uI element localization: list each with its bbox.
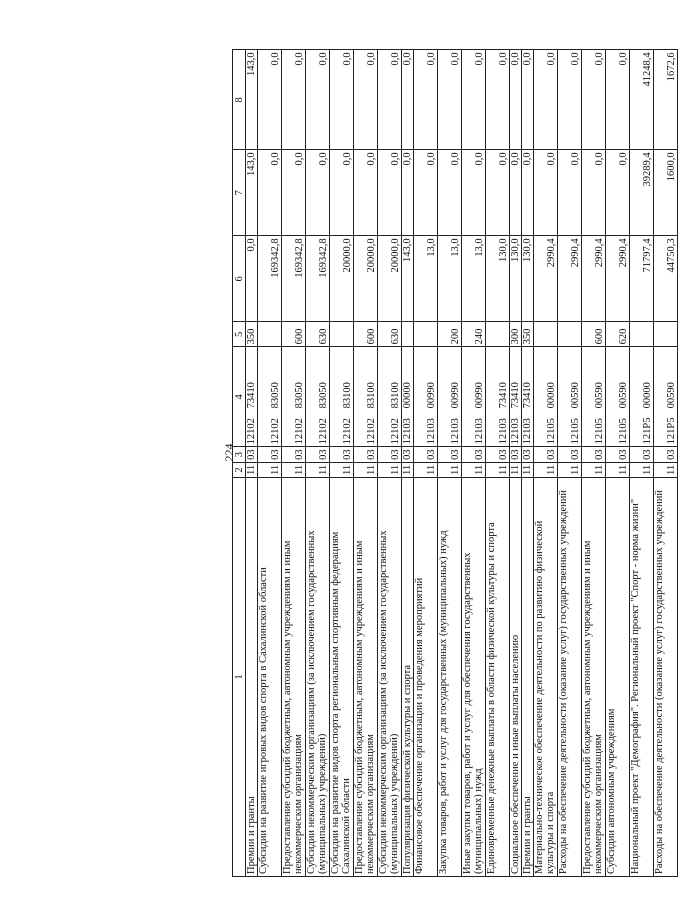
direction-code: 00000 [546, 382, 557, 409]
amount-col6: 169342,8 [306, 236, 330, 322]
table-row [630, 50, 654, 877]
expense-type-code: 630 [306, 322, 330, 347]
amount-col6: 13,0 [438, 236, 462, 322]
amount-col8: 0,0 [606, 50, 630, 150]
program-code: 12103 [450, 418, 461, 445]
subsection-code: 03 [510, 447, 522, 463]
section-code: 11 [486, 462, 510, 477]
direction-code: 83050 [294, 382, 305, 409]
subsection-code: 03 [630, 447, 654, 463]
column-number: 8 [233, 50, 246, 150]
direction-code: 00590 [570, 382, 581, 409]
amount-col7: 0,0 [414, 150, 438, 236]
row-name: Субсидии некоммерческим организациям (за исключением государственных (муниципальных) учреждений) [306, 478, 330, 877]
target-article-code [510, 347, 522, 447]
subsection-code: 03 [522, 447, 534, 463]
amount-col6: 2990,4 [534, 236, 558, 322]
subsection-code: 03 [330, 447, 354, 463]
amount-col7: 39289,4 [630, 150, 654, 236]
target-article-code [630, 347, 654, 447]
target-article-code [462, 347, 486, 447]
column-number: 3 [233, 447, 246, 463]
target-article-code [414, 347, 438, 447]
table-row [438, 50, 462, 877]
subsection-code: 03 [354, 447, 378, 463]
row-name: Предоставление субсидий бюджетным, автономным учреждениям и иным некоммерческим организациям [354, 478, 378, 877]
section-code: 11 [462, 462, 486, 477]
target-article-code [258, 347, 282, 447]
amount-col7: 0,0 [522, 150, 534, 236]
row-name: Предоставление субсидий бюджетным, автономным учреждениям и иным некоммерческим организациям [282, 478, 306, 877]
program-code: 121P5 [642, 417, 653, 445]
column-number: 2 [233, 462, 246, 477]
amount-col7: 0,0 [402, 150, 414, 236]
table-row [354, 50, 378, 877]
target-article-code [246, 347, 258, 447]
amount-col8: 0,0 [522, 50, 534, 150]
row-name: Премии и гранты [246, 478, 258, 877]
section-code: 11 [534, 462, 558, 477]
amount-col6: 169342,8 [258, 236, 282, 322]
expense-type-code: 240 [462, 322, 486, 347]
direction-code: 00590 [666, 382, 677, 409]
expense-type-code [558, 322, 582, 347]
table-row [306, 50, 330, 877]
section-code: 11 [282, 462, 306, 477]
expense-type-code [402, 322, 414, 347]
column-number-row [233, 50, 246, 877]
amount-col8: 1672,6 [654, 50, 678, 150]
section-code: 11 [306, 462, 330, 477]
program-code: 12103 [402, 418, 413, 445]
amount-col7: 1600,0 [654, 150, 678, 236]
amount-col6: 130,0 [522, 236, 534, 322]
amount-col7: 0,0 [606, 150, 630, 236]
target-article-code [330, 347, 354, 447]
target-article-code [438, 347, 462, 447]
amount-col6: 169342,8 [282, 236, 306, 322]
subsection-code: 03 [558, 447, 582, 463]
section-code: 11 [438, 462, 462, 477]
target-article-code [486, 347, 510, 447]
amount-col8: 0,0 [486, 50, 510, 150]
section-code: 11 [654, 462, 678, 477]
direction-code: 83050 [318, 382, 329, 409]
amount-col8: 0,0 [462, 50, 486, 150]
direction-code: 73410 [510, 382, 521, 409]
expense-type-code [330, 322, 354, 347]
section-code: 11 [330, 462, 354, 477]
section-code: 11 [582, 462, 606, 477]
direction-code: 83100 [366, 382, 377, 409]
row-name: Субсидии автономным учреждениям [606, 478, 630, 877]
row-name: Субсидии на развитие видов спорта региональным спортивным федерациям Сахалинской области [330, 478, 354, 877]
row-name: Иные закупки товаров, работ и услуг для обеспечения государственных (муниципальных) нужд [462, 478, 486, 877]
table-row [378, 50, 402, 877]
amount-col8: 0,0 [534, 50, 558, 150]
column-number: 6 [233, 236, 246, 322]
expense-type-code [414, 322, 438, 347]
subsection-code: 03 [462, 447, 486, 463]
target-article-code [306, 347, 330, 447]
amount-col6: 44750,3 [654, 236, 678, 322]
section-code: 11 [606, 462, 630, 477]
row-name: Национальный проект "Демография". Региональный проект "Спорт - норма жизни" [630, 478, 654, 877]
table-row [534, 50, 558, 877]
section-code: 11 [258, 462, 282, 477]
program-code: 12102 [246, 418, 257, 445]
expense-type-code: 350 [246, 322, 258, 347]
amount-col7: 0,0 [330, 150, 354, 236]
subsection-code: 03 [606, 447, 630, 463]
target-article-code [654, 347, 678, 447]
target-article-code [402, 347, 414, 447]
column-number: 5 [233, 322, 246, 347]
expense-type-code: 630 [378, 322, 402, 347]
subsection-code: 03 [654, 447, 678, 463]
direction-code: 83050 [270, 382, 281, 409]
target-article-code [534, 347, 558, 447]
row-name: Расходы на обеспечение деятельности (оказание услуг) государственных учреждений [654, 478, 678, 877]
amount-col8: 0,0 [510, 50, 522, 150]
program-code: 12102 [318, 418, 329, 445]
target-article-code [606, 347, 630, 447]
row-name: Премии и гранты [522, 478, 534, 877]
subsection-code: 03 [306, 447, 330, 463]
table-row [522, 50, 534, 877]
expense-type-code: 350 [522, 322, 534, 347]
amount-col8: 0,0 [330, 50, 354, 150]
table-row [402, 50, 414, 877]
table-row [414, 50, 438, 877]
program-code: 12105 [594, 418, 605, 445]
amount-col6: 20000,0 [330, 236, 354, 322]
amount-col6: 2990,4 [558, 236, 582, 322]
amount-col7: 0,0 [486, 150, 510, 236]
subsection-code: 03 [246, 447, 258, 463]
direction-code: 00990 [450, 382, 461, 409]
row-name: Материально-техническое обеспечение деятельности по развитию физической культуры и спорта [534, 478, 558, 877]
page-number: 224 [222, 443, 236, 462]
table-body [246, 50, 678, 877]
direction-code: 00000 [402, 382, 413, 409]
row-name: Единовременные денежные выплаты в области физической культуры и спорта [486, 478, 510, 877]
section-code: 11 [414, 462, 438, 477]
amount-col8: 41248,4 [630, 50, 654, 150]
direction-code: 00990 [426, 382, 437, 409]
expense-type-code: 600 [282, 322, 306, 347]
table-row [330, 50, 354, 877]
amount-col8: 0,0 [582, 50, 606, 150]
amount-col7: 0,0 [558, 150, 582, 236]
amount-col7: 0,0 [306, 150, 330, 236]
row-name: Субсидии на развитие игровых видов спорта в Сахалинской области [258, 478, 282, 877]
direction-code: 83100 [342, 382, 353, 409]
amount-col8: 0,0 [558, 50, 582, 150]
amount-col6: 130,0 [510, 236, 522, 322]
amount-col8: 0,0 [306, 50, 330, 150]
column-number: 7 [233, 150, 246, 236]
program-code: 12105 [546, 418, 557, 445]
expense-type-code: 300 [510, 322, 522, 347]
amount-col7: 0,0 [534, 150, 558, 236]
program-code: 12105 [570, 418, 581, 445]
section-code: 11 [522, 462, 534, 477]
table-row [258, 50, 282, 877]
row-name: Финансовое обеспечение организации и проведения мероприятий [414, 478, 438, 877]
amount-col7: 0,0 [258, 150, 282, 236]
direction-code: 00590 [618, 382, 629, 409]
table-row [558, 50, 582, 877]
program-code: 12102 [294, 418, 305, 445]
amount-col7: 143,0 [246, 150, 258, 236]
amount-col8: 0,0 [354, 50, 378, 150]
table-row [282, 50, 306, 877]
program-code: 12103 [522, 418, 533, 445]
amount-col6: 13,0 [462, 236, 486, 322]
section-code: 11 [246, 462, 258, 477]
table-row [582, 50, 606, 877]
section-code: 11 [402, 462, 414, 477]
row-name: Закупка товаров, работ и услуг для государственных (муниципальных) нужд [438, 478, 462, 877]
amount-col7: 0,0 [354, 150, 378, 236]
table-row [510, 50, 522, 877]
row-name: Популяризация физической культуры и спорта [402, 478, 414, 877]
target-article-code [582, 347, 606, 447]
subsection-code: 03 [486, 447, 510, 463]
target-article-code [378, 347, 402, 447]
amount-col6: 13,0 [414, 236, 438, 322]
amount-col8: 0,0 [414, 50, 438, 150]
direction-code: 73410 [522, 382, 533, 409]
table-row [462, 50, 486, 877]
section-code: 11 [354, 462, 378, 477]
expense-type-code [630, 322, 654, 347]
expense-type-code: 200 [438, 322, 462, 347]
program-code: 12102 [270, 418, 281, 445]
direction-code: 73410 [246, 382, 257, 409]
amount-col8: 143,0 [246, 50, 258, 150]
expense-type-code: 620 [606, 322, 630, 347]
subsection-code: 03 [378, 447, 402, 463]
direction-code: 83100 [390, 382, 401, 409]
program-code: 12102 [366, 418, 377, 445]
amount-col6: 2990,4 [606, 236, 630, 322]
row-name: Предоставление субсидий бюджетным, автономным учреждениям и иным некоммерческим организациям [582, 478, 606, 877]
column-number: 4 [233, 347, 246, 447]
subsection-code: 03 [414, 447, 438, 463]
target-article-code [354, 347, 378, 447]
expense-type-code [654, 322, 678, 347]
column-number: 1 [233, 478, 246, 877]
expense-type-code [258, 322, 282, 347]
row-name: Социальное обеспечение и иные выплаты населению [510, 478, 522, 877]
subsection-code: 03 [258, 447, 282, 463]
table-row [606, 50, 630, 877]
budget-table [232, 49, 678, 877]
amount-col6: 143,0 [402, 236, 414, 322]
section-code: 11 [378, 462, 402, 477]
target-article-code [282, 347, 306, 447]
expense-type-code [486, 322, 510, 347]
amount-col8: 0,0 [258, 50, 282, 150]
program-code: 12105 [618, 418, 629, 445]
expense-type-code: 600 [582, 322, 606, 347]
amount-col7: 0,0 [510, 150, 522, 236]
program-code: 12103 [474, 418, 485, 445]
table-row [486, 50, 510, 877]
amount-col6: 71797,4 [630, 236, 654, 322]
amount-col8: 0,0 [282, 50, 306, 150]
program-code: 12102 [390, 418, 401, 445]
section-code: 11 [510, 462, 522, 477]
amount-col7: 0,0 [582, 150, 606, 236]
subsection-code: 03 [534, 447, 558, 463]
section-code: 11 [630, 462, 654, 477]
target-article-code [522, 347, 534, 447]
row-name: Субсидии некоммерческим организациям (за исключением государственных (муниципальных) учреждений) [378, 478, 402, 877]
program-code: 121P5 [666, 417, 677, 445]
amount-col8: 0,0 [402, 50, 414, 150]
amount-col8: 0,0 [378, 50, 402, 150]
section-code: 11 [558, 462, 582, 477]
amount-col6: 0,0 [246, 236, 258, 322]
amount-col6: 2990,4 [582, 236, 606, 322]
amount-col8: 0,0 [438, 50, 462, 150]
subsection-code: 03 [402, 447, 414, 463]
table-row [654, 50, 678, 877]
amount-col6: 20000,0 [378, 236, 402, 322]
subsection-code: 03 [582, 447, 606, 463]
direction-code: 00000 [642, 382, 653, 409]
row-name: Расходы на обеспечение деятельности (оказание услуг) государственных учреждений [558, 478, 582, 877]
direction-code: 00590 [594, 382, 605, 409]
table-row [246, 50, 258, 877]
expense-type-code: 600 [354, 322, 378, 347]
amount-col7: 0,0 [438, 150, 462, 236]
subsection-code: 03 [438, 447, 462, 463]
expense-type-code [534, 322, 558, 347]
amount-col7: 0,0 [462, 150, 486, 236]
program-code: 12103 [426, 418, 437, 445]
amount-col6: 130,0 [486, 236, 510, 322]
target-article-code [558, 347, 582, 447]
amount-col6: 20000,0 [354, 236, 378, 322]
program-code: 12103 [498, 418, 509, 445]
amount-col7: 0,0 [282, 150, 306, 236]
subsection-code: 03 [282, 447, 306, 463]
direction-code: 00990 [474, 382, 485, 409]
amount-col7: 0,0 [378, 150, 402, 236]
program-code: 12103 [510, 418, 521, 445]
program-code: 12102 [342, 418, 353, 445]
direction-code: 73410 [498, 382, 509, 409]
